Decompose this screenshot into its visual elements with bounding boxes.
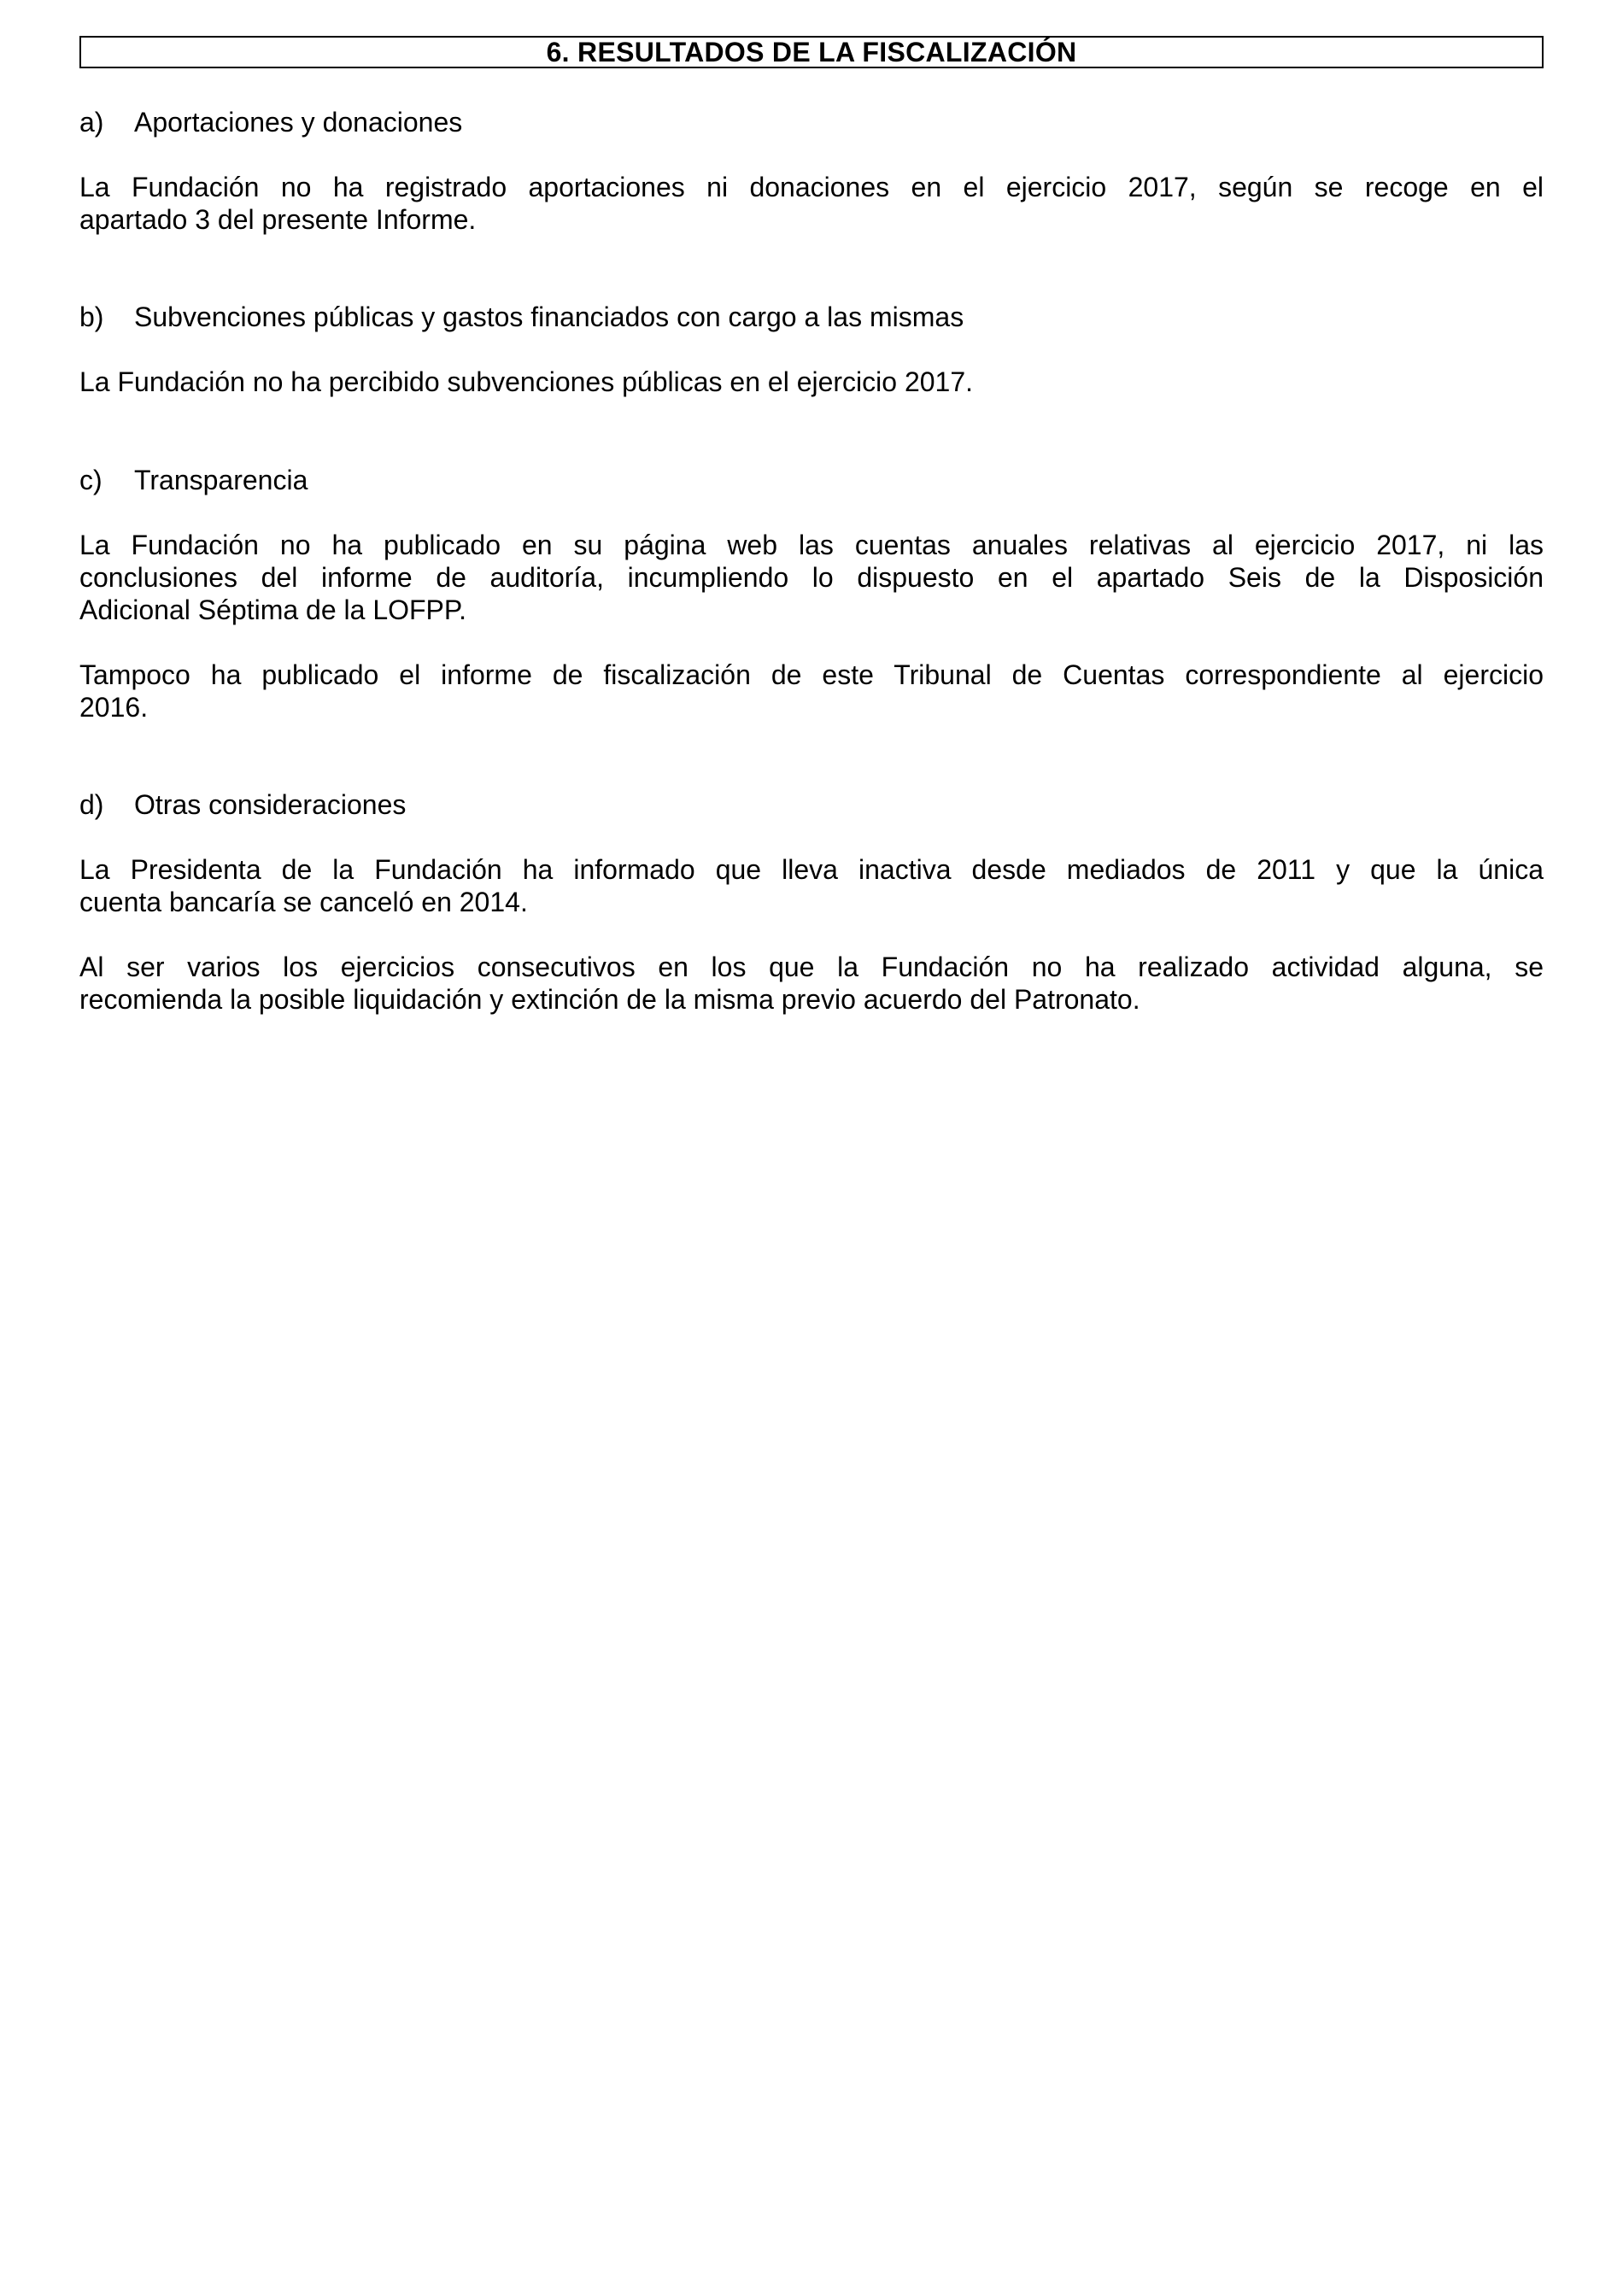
paragraph-d-2	[79, 951, 1544, 1016]
paragraph-line: conclusiones del informe de auditoría, incumpliendo lo dispuesto en el apartado Seis de la Disposición	[79, 562, 1544, 593]
paragraph-b-1	[79, 366, 1544, 398]
paragraph-line: cuenta bancaría se canceló en 2014.	[79, 887, 528, 917]
paragraph-line: La Fundación no ha publicado en su página web las cuentas anuales relativas al ejercicio 2017, ni las	[79, 530, 1544, 560]
heading-d	[79, 788, 406, 821]
heading-c	[79, 464, 308, 496]
heading-text: Subvenciones públicas y gastos financiados con cargo a las mismas	[134, 302, 964, 332]
paragraph-c-2	[79, 659, 1544, 723]
paragraph-line: La Fundación no ha registrado aportaciones ni donaciones en el ejercicio 2017, según se recoge en el	[79, 172, 1544, 202]
paragraph-line: La Fundación no ha percibido subvenciones públicas en el ejercicio 2017.	[79, 366, 974, 397]
paragraph-c-1	[79, 529, 1544, 626]
heading-a	[79, 106, 462, 138]
heading-text: Otras consideraciones	[134, 789, 407, 820]
paragraph-line: apartado 3 del presente Informe.	[79, 204, 477, 235]
heading-letter: c)	[79, 465, 103, 495]
document-page	[79, 36, 1544, 1015]
heading-text: Aportaciones y donaciones	[134, 107, 463, 138]
section-title: 6. RESULTADOS DE LA FISCALIZACIÓN	[79, 36, 1544, 68]
heading-text: Transparencia	[134, 465, 308, 495]
heading-b	[79, 301, 964, 333]
paragraph-d-1	[79, 853, 1544, 918]
paragraph-line: Tampoco ha publicado el informe de fiscalización de este Tribunal de Cuentas correspondiente al ejercicio	[79, 659, 1544, 690]
heading-letter: b)	[79, 302, 104, 332]
paragraph-line: 2016.	[79, 692, 149, 723]
paragraph-line: Al ser varios los ejercicios consecutivos en los que la Fundación no ha realizado actividad alguna, se	[79, 952, 1544, 982]
paragraph-line: La Presidenta de la Fundación ha informado que lleva inactiva desde mediados de 2011 y que la única	[79, 854, 1544, 885]
heading-letter: a)	[79, 107, 104, 138]
paragraph-a-1	[79, 171, 1544, 236]
paragraph-line: Adicional Séptima de la LOFPP.	[79, 594, 466, 625]
heading-letter: d)	[79, 789, 104, 820]
paragraph-line: recomienda la posible liquidación y extinción de la misma previo acuerdo del Patronato.	[79, 984, 1140, 1015]
